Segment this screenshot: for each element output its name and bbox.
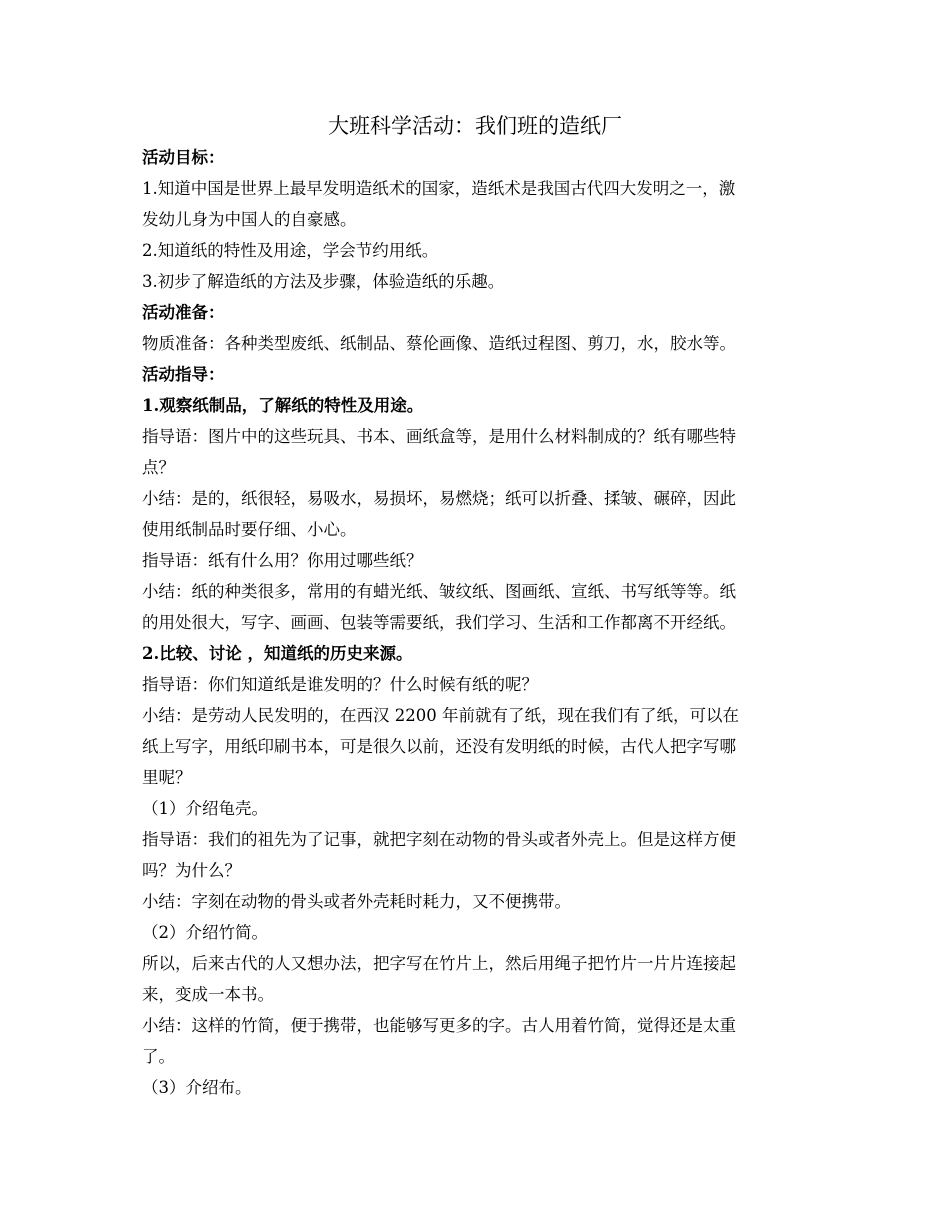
text-line: 的用处很大，写字、画画、包装等需要纸，我们学习、生活和工作都离不开经纸。 — [142, 613, 736, 632]
section-heading: 活动目标： — [142, 148, 225, 167]
text-line: 小结：是劳动人民发明的，在西汉 2200 年前就有了纸，现在我们有了纸，可以在 — [142, 706, 739, 725]
text-line: 指导语：我们的祖先为了记事，就把字刻在动物的骨头或者外壳上。但是这样方便 — [142, 830, 736, 849]
text-line: （2）介绍竹简。 — [142, 923, 268, 942]
text-line: 点？ — [142, 458, 175, 477]
text-line: 指导语：你们知道纸是谁发明的？什么时候有纸的呢？ — [142, 675, 538, 694]
text-line: 所以，后来古代的人又想办法，把字写在竹片上，然后用绳子把竹片一片片连接起 — [142, 954, 736, 973]
text-line: 2.知道纸的特性及用途，学会节约用纸。 — [142, 241, 439, 260]
text-line: 了。 — [142, 1047, 175, 1066]
text-line: 指导语：纸有什么用？你用过哪些纸？ — [142, 551, 423, 570]
text-line: 3.初步了解造纸的方法及步骤，体验造纸的乐趣。 — [142, 272, 505, 291]
text-line: 来，变成一本书。 — [142, 985, 274, 1004]
section-heading: 2.比较、讨论 ，知道纸的历史来源。 — [142, 644, 413, 663]
section-heading: 活动准备： — [142, 303, 225, 322]
text-line: 里呢？ — [142, 768, 192, 787]
text-line: 指导语：图片中的这些玩具、书本、画纸盒等，是用什么材料制成的？纸有哪些特 — [142, 427, 736, 446]
text-line: 吗？为什么？ — [142, 861, 241, 880]
text-line: 小结：是的，纸很轻，易吸水，易损坏，易燃烧；纸可以折叠、揉皱、碾碎，因此 — [142, 489, 736, 508]
text-line: （1）介绍龟壳。 — [142, 799, 268, 818]
document-body — [142, 142, 822, 1103]
text-line: 物质准备：各种类型废纸、纸制品、蔡伦画像、造纸过程图、剪刀，水，胶水等。 — [142, 334, 736, 353]
text-line: 小结：纸的种类很多，常用的有蜡光纸、皱纹纸、图画纸、宣纸、书写纸等等。纸 — [142, 582, 736, 601]
text-line: 小结：这样的竹简，便于携带，也能够写更多的字。古人用着竹简，觉得还是太重 — [142, 1016, 736, 1035]
text-line: （3）介绍布。 — [142, 1078, 252, 1097]
text-line: 纸上写字，用纸印刷书本，可是很久以前，还没有发明纸的时候，古代人把字写哪 — [142, 737, 736, 756]
text-line: 小结：字刻在动物的骨头或者外壳耗时耗力，又不便携带。 — [142, 892, 571, 911]
section-heading: 活动指导： — [142, 365, 225, 384]
text-line: 发幼儿身为中国人的自豪感。 — [142, 210, 357, 229]
section-heading: 1.观察纸制品，了解纸的特性及用途。 — [142, 396, 424, 415]
document-title: 大班科学活动：我们班的造纸厂 — [328, 114, 622, 138]
text-line: 1.知道中国是世界上最早发明造纸术的国家，造纸术是我国古代四大发明之一，激 — [142, 179, 736, 198]
text-line: 使用纸制品时要仔细、小心。 — [142, 520, 357, 539]
